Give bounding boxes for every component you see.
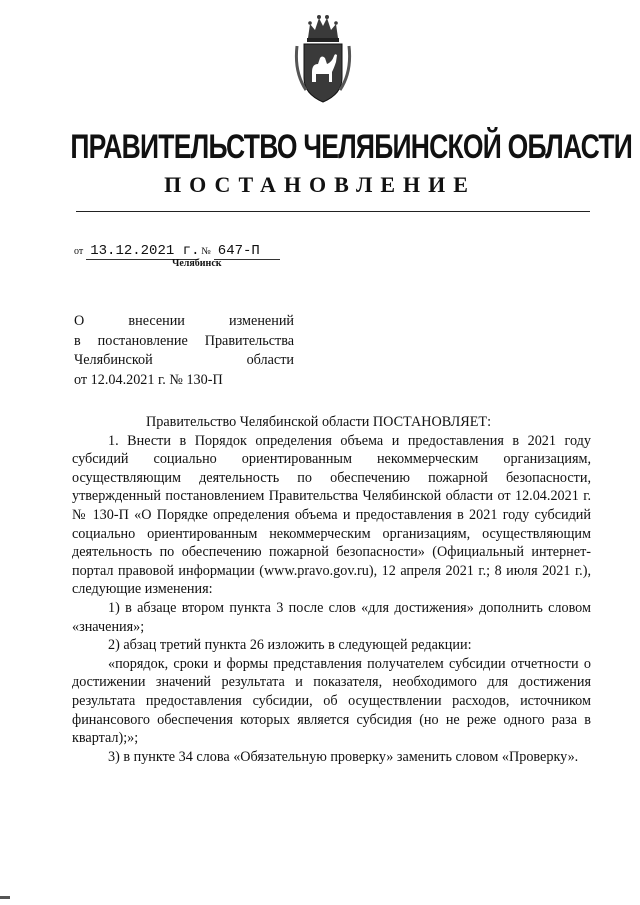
document-body: [72, 413, 591, 766]
subject-line: в постановление Правительства: [74, 332, 294, 349]
number-prefix: №: [201, 246, 211, 257]
body-paragraph: 3) в пункте 34 слова «Обязательную проверку» заменить словом «Проверку».: [108, 748, 579, 765]
body-paragraph: 1) в абзаце втором пункта 3 после слов «для достижения» дополнить словом «значения»;: [72, 599, 591, 635]
body-paragraph: 2) абзац третий пункта 26 изложить в следующей редакции:: [108, 637, 472, 654]
document-number: 647-П: [214, 243, 280, 260]
header-divider: [76, 211, 590, 212]
document-date: 13.12.2021 г.: [86, 243, 198, 260]
resolution-intro: Правительство Челябинской области ПОСТАНОВЛЯЕТ:: [146, 414, 492, 430]
subject-line: от 12.04.2021 г. № 130-П: [74, 371, 223, 388]
body-paragraph: «порядок, сроки и формы представления получателем субсидии отчетности о достижении значений результата и показателя, необходимого для достижения результата предоставления субсидии, об осуществлении расходов, источником финансового обеспечения которых является субсидия (но не реже одного раза в квартал);»;: [72, 655, 591, 747]
scan-edge-mark: [0, 896, 10, 899]
subject-line: Челябинской области: [74, 352, 294, 368]
body-paragraph: 1. Внести в Порядок определения объема и предоставления в 2021 году субсидий социально ориентированным некоммерческим организациям, осуществляющим деятельность по обеспечению пожарной безопасности, утвержденный постановлением Правительства Челябинской области от 12.04.2021 г. № 130-П «О Порядке определения объема и предоставления в 2021 году субсидий социально ориентированным некоммерческим организациям, осуществляющим деятельность по обеспечению пожарной безопасности» (Официальный интернет-портал правовой информации (www.pravo.gov.ru), 12 апреля 2021 г.; 8 июля 2021 г.), следующие изменения:: [72, 432, 591, 598]
document-city: Челябинск: [172, 258, 222, 269]
document-subject: [74, 312, 294, 390]
organization-title: ПРАВИТЕЛЬСТВО ЧЕЛЯБИНСКОЙ ОБЛАСТИ: [70, 128, 633, 166]
subject-line: О внесении изменений: [74, 313, 294, 329]
document-type: ПОСТАНОВЛЕНИЕ: [164, 172, 476, 197]
date-prefix: от: [74, 246, 84, 257]
coat-of-arms-icon: [294, 12, 352, 106]
